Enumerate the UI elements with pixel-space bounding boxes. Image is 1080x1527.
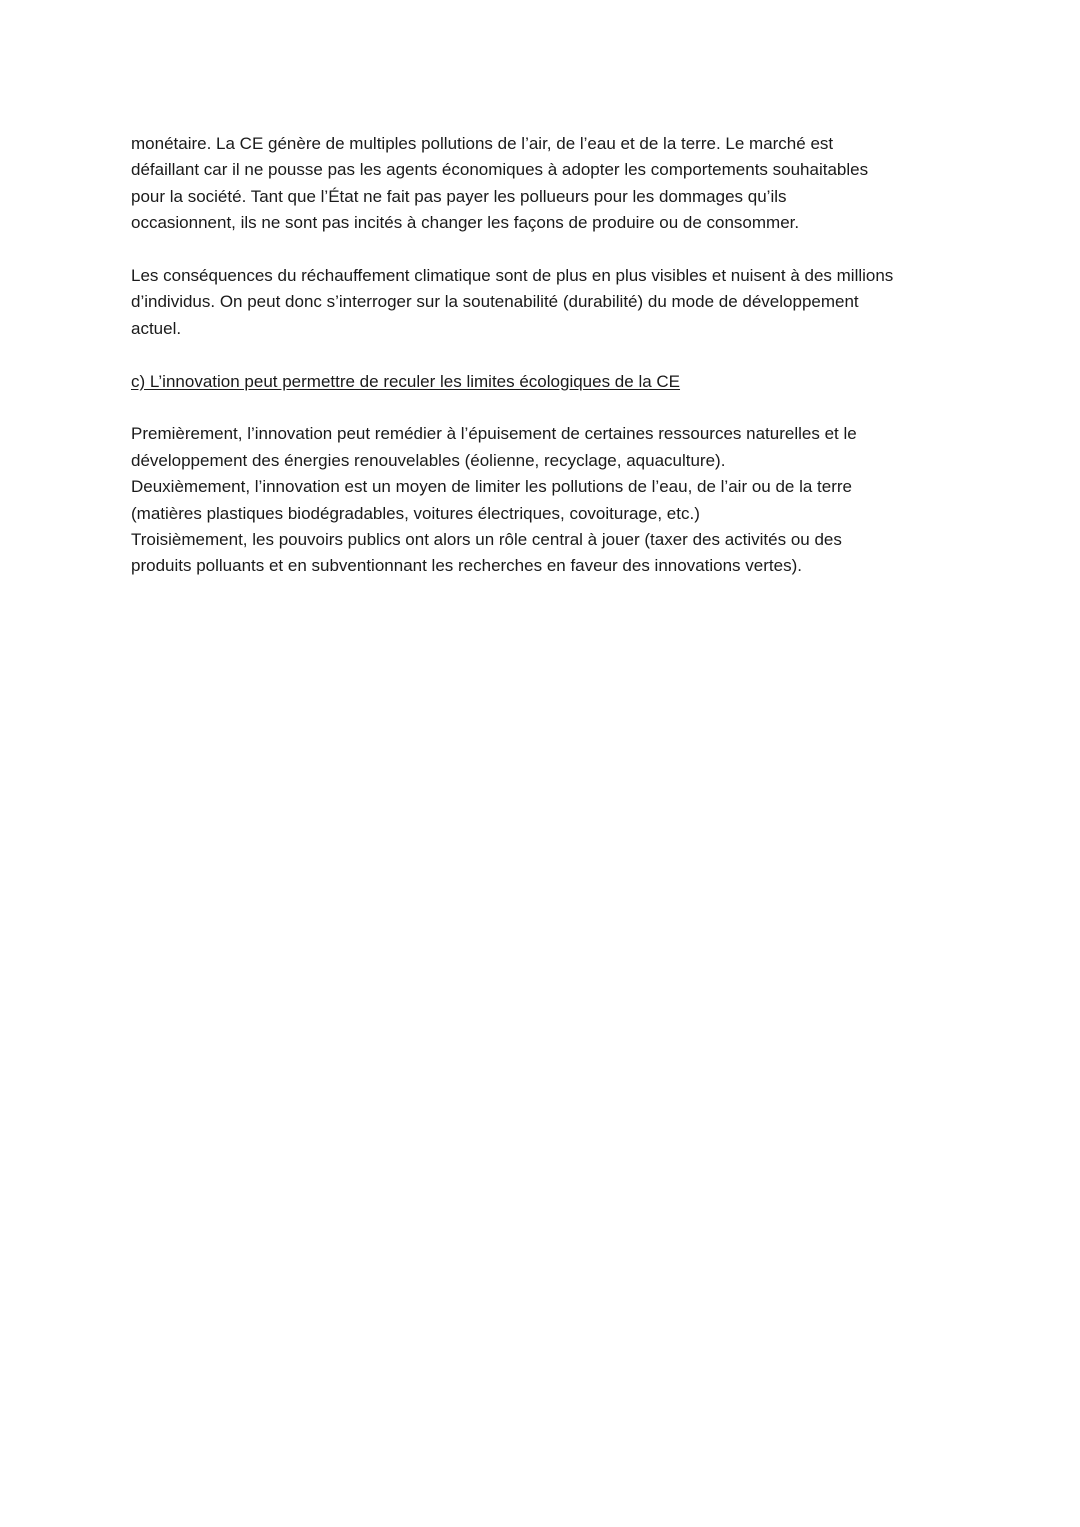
section-heading: [131, 369, 961, 395]
text-line: occasionnent, ils ne sont pas incités à changer les façons de produire ou de consommer.: [131, 213, 800, 233]
document-body: [131, 131, 961, 606]
text-line: Deuxièmement, l’innovation est un moyen de limiter les pollutions de l’eau, de l’air ou de la terre: [131, 477, 852, 497]
text-line: pour la société. Tant que l’État ne fait pas payer les pollueurs pour les dommages qu’ils: [131, 186, 787, 206]
text-line: développement des énergies renouvelables (éolienne, recyclage, aquaculture).: [131, 450, 726, 470]
text-line: (matières plastiques biodégradables, voitures électriques, covoiturage, etc.): [131, 503, 700, 523]
text-line: Les conséquences du réchauffement climatique sont de plus en plus visibles et nuisent à des millions: [131, 266, 894, 286]
paragraph-climate-consequences: [131, 263, 961, 342]
section-heading-text: c) L’innovation peut permettre de reculer les limites écologiques de la CE: [131, 371, 681, 391]
text-line: monétaire. La CE génère de multiples pollutions de l’air, de l’eau et de la terre. Le marché est: [131, 134, 834, 153]
text-line: Premièrement, l’innovation peut remédier à l’épuisement de certaines ressources naturelles et le: [131, 424, 857, 444]
text-line: actuel.: [131, 318, 182, 338]
text-line: produits polluants et en subventionnant les recherches en faveur des innovations vertes).: [131, 556, 802, 576]
paragraph-innovation: [131, 421, 961, 579]
text-line: d’individus. On peut donc s’interroger sur la soutenabilité (durabilité) du mode de développement: [131, 292, 859, 312]
text-line: Troisièmement, les pouvoirs publics ont alors un rôle central à jouer (taxer des activités ou des: [131, 530, 842, 550]
paragraph-market-failure: [131, 131, 961, 237]
text-line: défaillant car il ne pousse pas les agents économiques à adopter les comportements souhaitables: [131, 160, 869, 180]
